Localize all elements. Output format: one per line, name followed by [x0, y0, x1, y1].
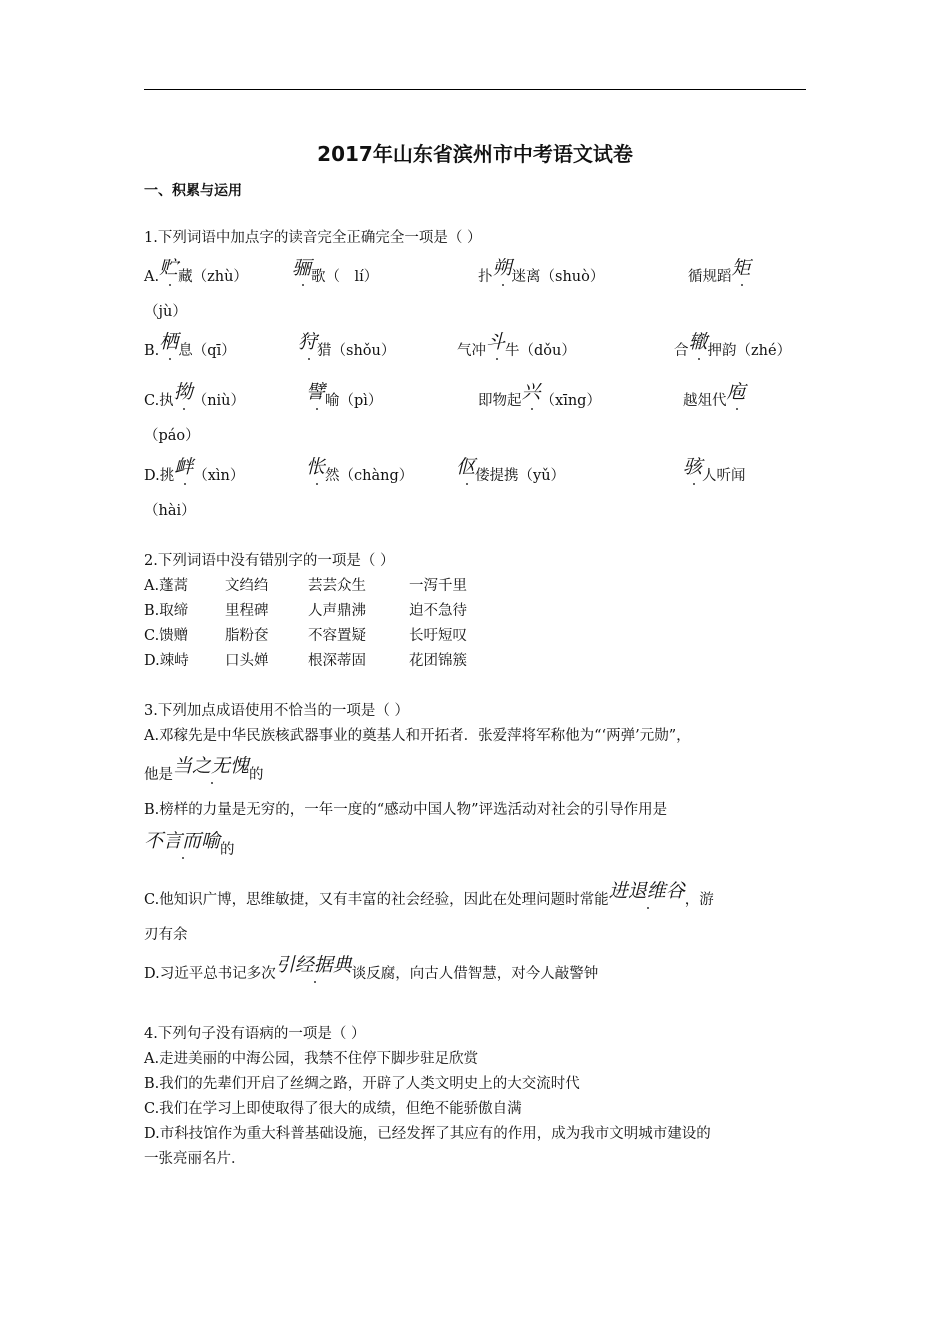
q3-option-b-line2: 不言而喻的 — [144, 830, 235, 858]
q2-option-d-3: 根深蒂固 — [308, 653, 366, 669]
q2-stem: 2.下列词语中没有错别字的一项是（ ） — [144, 553, 395, 569]
q2-option-a-2: 文绉绉 — [225, 578, 269, 594]
q1-option-a: A.贮藏（zhù） — [144, 257, 248, 285]
q3-idiom-d: 引经据典 — [275, 954, 352, 976]
q4-option-c: C.我们在学习上即使取得了很大的成绩，但绝不能骄傲自满 — [144, 1101, 522, 1117]
q2-option-d-1: D.竦峙 — [144, 653, 189, 669]
q1-option-b-word3: 气冲斗牛（dǒu） — [457, 331, 576, 359]
q1-option-b-word2: 狩猎（shǒu） — [298, 331, 396, 359]
q3-idiom-a: 当之无愧 — [173, 755, 250, 777]
q1-option-c-word2: 譬喻（pì） — [306, 381, 383, 409]
q1-option-d: D.挑衅（xìn） — [144, 456, 245, 484]
q2-option-d-2: 口头婵 — [225, 653, 269, 669]
q3-option-c-line2: 刃有余 — [144, 927, 188, 943]
q3-option-a-line2: 他是当之无愧的 — [144, 755, 264, 783]
q4-stem: 4.下列句子没有语病的一项是（ ） — [144, 1026, 366, 1042]
q1-option-c-word4: 越俎代庖 — [683, 381, 746, 409]
q2-option-b-4: 迫不急待 — [409, 603, 467, 619]
q2-option-b-1: B.取缔 — [144, 603, 189, 619]
q3-option-b-line1: B.榜样的力量是无穷的，一年一度的“感动中国人物”评选活动对社会的引导作用是 — [144, 802, 668, 818]
q1-option-d-word4-reading: （hài） — [144, 503, 196, 519]
q3-stem: 3.下列加点成语使用不恰当的一项是（ ） — [144, 703, 409, 719]
header-rule — [144, 89, 806, 90]
q3-option-a-line1: A.邓稼先是中华民族核武器事业的奠基人和开拓者．张爱萍将军称他为“‘两弹’元勋”， — [144, 728, 691, 744]
q1-stem: 1.下列词语中加点字的读音完全正确完全一项是（ ） — [144, 230, 482, 246]
q1-option-a-word4: 循规蹈矩 — [688, 257, 751, 285]
page-title: 2017年山东省滨州市中考语文试卷 — [317, 142, 633, 166]
q2-option-b-3: 人声鼎沸 — [308, 603, 366, 619]
q1-option-d-word2: 怅然（chàng） — [306, 456, 414, 484]
q1-option-b: B.栖息（qī） — [144, 331, 236, 359]
q1-option-b-word4: 合辙押韵（zhé） — [674, 331, 792, 359]
q2-option-a-3: 芸芸众生 — [308, 578, 366, 594]
q1-option-a-word3: 扑朔迷离（shuò） — [478, 257, 605, 285]
q4-option-d-line2: 一张亮丽名片． — [144, 1151, 246, 1167]
q4-option-a: A.走进美丽的中海公园，我禁不住停下脚步驻足欣赏 — [144, 1051, 479, 1067]
q2-option-a-1: A.蓬蒿 — [144, 578, 189, 594]
q3-idiom-c: 进退维谷 — [608, 880, 685, 902]
q1-option-d-word4: 骇人听闻 — [683, 456, 746, 484]
section-heading: 一、积累与运用 — [144, 183, 242, 199]
q3-option-c-line1: C.他知识广博，思维敏捷，又有丰富的社会经验，因此在处理问题时常能进退维谷，游 — [144, 880, 714, 908]
q3-option-d: D.习近平总书记多次引经据典谈反腐，向古人借智慧，对今人敲警钟 — [144, 954, 599, 982]
q2-option-d-4: 花团锦簇 — [409, 653, 467, 669]
q2-option-c-1: C.馈赠 — [144, 628, 189, 644]
q2-option-c-3: 不容置疑 — [308, 628, 366, 644]
q1-option-c-word4-reading: （páo） — [144, 428, 200, 444]
q1-option-d-word3: 伛偻提携（yǔ） — [456, 456, 566, 484]
q2-option-c-4: 长吁短叹 — [409, 628, 467, 644]
q2-option-c-2: 脂粉奁 — [225, 628, 269, 644]
q1-option-a-word4-reading: （jù） — [144, 304, 187, 320]
q4-option-b: B.我们的先辈们开启了丝绸之路，开辟了人类文明史上的大交流时代 — [144, 1076, 580, 1092]
q3-idiom-b: 不言而喻 — [144, 830, 221, 852]
q1-option-a-word2: 骊歌（ lí） — [292, 257, 379, 285]
q1-option-c-word3: 即物起兴（xīng） — [478, 381, 601, 409]
q1-option-c: C.执拗（niù） — [144, 381, 246, 409]
q2-option-a-4: 一泻千里 — [409, 578, 467, 594]
q4-option-d-line1: D.市科技馆作为重大科普基础设施，已经发挥了其应有的作用，成为我市文明城市建设的 — [144, 1126, 711, 1142]
q2-option-b-2: 里程碑 — [225, 603, 269, 619]
